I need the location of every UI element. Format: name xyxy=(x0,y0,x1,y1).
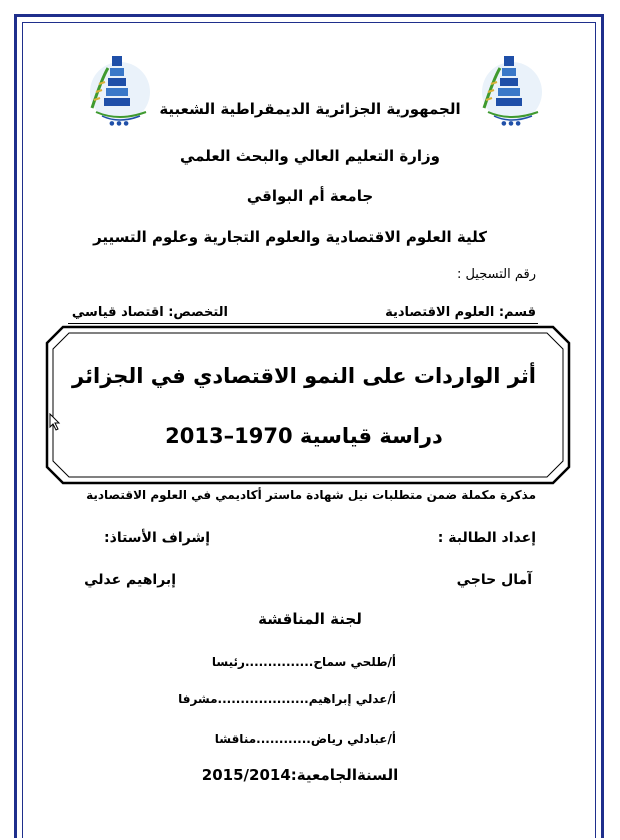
svg-text:● ● ●: ● ● ● xyxy=(109,120,129,127)
ministry-heading: وزارة التعليم العالي والبحث العلمي xyxy=(179,147,441,165)
faculty-heading: كلية العلوم الاقتصادية والعلوم التجارية وعلوم التسيير xyxy=(93,228,487,246)
university-heading: جامعة أم البواقي xyxy=(246,187,374,205)
svg-text:● ● ●: ● ● ● xyxy=(501,120,521,127)
title-frame xyxy=(45,325,571,485)
thesis-title: أثر الواردات على النمو الاقتصادي في الجزائر xyxy=(72,364,536,388)
jury-member: أ/عبادلي رياض............مناقشا xyxy=(214,732,396,746)
registration-label: رقم التسجيل : xyxy=(456,267,536,282)
mouse-cursor-icon xyxy=(49,413,61,431)
jury-member: أ/عدلي إبراهيم....................مشرفا xyxy=(178,692,396,706)
specialty-label: التخصص: اقتصاد قياسي xyxy=(71,305,228,320)
supervisor-label: إشراف الأستاذ: xyxy=(104,530,210,546)
student-name: آمال حاجي xyxy=(456,572,532,588)
academic-year: السنةالجامعية:2015/2014 xyxy=(201,766,399,784)
jury-member: أ/طلحي سماح...............رئيسا xyxy=(211,655,396,669)
department-label: قسم: العلوم الاقتصادية xyxy=(385,305,536,320)
prepared-by-label: إعداد الطالبة : xyxy=(437,530,536,546)
thesis-subtitle: دراسة قياسية 1970–2013 xyxy=(165,424,443,448)
supervisor-name: إبراهيم عدلي xyxy=(84,572,176,588)
jury-heading: لجنة المناقشة xyxy=(258,610,362,628)
divider-line xyxy=(68,323,538,324)
republic-heading: الجمهورية الجزائرية الديمقراطية الشعبية xyxy=(159,100,461,118)
memo-statement: مذكرة مكملة ضمن متطلبات نيل شهادة ماستر أكاديمي في العلوم الاقتصادية xyxy=(86,488,536,502)
